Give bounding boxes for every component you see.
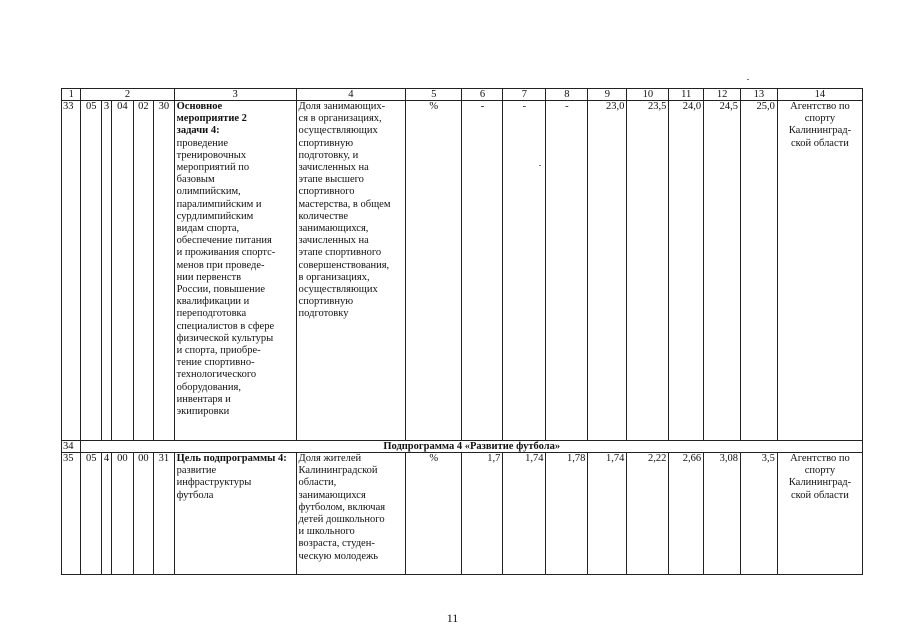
scan-speck	[539, 165, 541, 166]
row-number: 33	[62, 101, 81, 441]
unit-cell: %	[406, 453, 462, 575]
value-cell: 1,74	[588, 453, 627, 575]
header-col-11: 11	[669, 89, 704, 101]
row-number: 34	[62, 441, 81, 453]
goal-description: развитие инфраструктуры футбола	[176, 465, 252, 501]
value-cell: 1,78	[546, 453, 588, 575]
indicator-cell: Доля занимающих- ся в организациях, осуществляющих спортивную подготовку, и зачисленных на этапе высшего спортивного мастерства, в общем количестве занимающихся, зачисленных на этапе спортивного совершенствования, в организациях, осуществляющих спортивную подготовку	[296, 101, 406, 441]
header-col-2: 2	[81, 89, 174, 101]
responsible-cell: Агентство по спорту Калининград- ской области	[777, 101, 862, 441]
indicator-cell: Доля жителей Калининградской области, занимающихся футболом, включая детей дошкольного и школьного возраста, студен- ческую молодежь	[296, 453, 406, 575]
row-number: 35	[62, 453, 81, 575]
value-cell: 1,7	[462, 453, 503, 575]
value-cell: 23,0	[588, 101, 627, 441]
header-col-13: 13	[741, 89, 778, 101]
value-cell: 24,5	[704, 101, 741, 441]
value-cell: 3,5	[741, 453, 778, 575]
scan-speck	[747, 79, 749, 80]
value-cell: 1,74	[503, 453, 546, 575]
code-cell: 04	[112, 101, 134, 441]
header-col-10: 10	[627, 89, 669, 101]
value-cell: 25,0	[741, 101, 778, 441]
header-col-6: 6	[462, 89, 503, 101]
table-row-35	[62, 453, 863, 575]
header-col-9: 9	[588, 89, 627, 101]
code-cell: 30	[154, 101, 174, 441]
header-col-4: 4	[296, 89, 406, 101]
header-col-14: 14	[777, 89, 862, 101]
code-cell: 05	[81, 453, 101, 575]
value-cell: 23,5	[627, 101, 669, 441]
value-cell: -	[546, 101, 588, 441]
header-col-1: 1	[62, 89, 81, 101]
code-cell: 3	[101, 101, 111, 441]
value-cell: 2,22	[627, 453, 669, 575]
code-cell: 00	[133, 453, 153, 575]
value-cell: -	[503, 101, 546, 441]
code-cell: 02	[133, 101, 153, 441]
header-row	[62, 89, 863, 101]
header-col-12: 12	[704, 89, 741, 101]
header-col-5: 5	[406, 89, 462, 101]
header-col-8: 8	[546, 89, 588, 101]
indicators-table	[61, 88, 863, 575]
measure-cell	[174, 101, 296, 441]
measure-title: Основное мероприятие 2 задачи 4:	[176, 101, 247, 137]
header-col-3: 3	[174, 89, 296, 101]
unit-cell: %	[406, 101, 462, 441]
goal-title: Цель подпрограммы 4:	[176, 453, 287, 464]
code-cell: 05	[81, 101, 101, 441]
value-cell: -	[462, 101, 503, 441]
value-cell: 3,08	[704, 453, 741, 575]
header-col-7: 7	[503, 89, 546, 101]
code-cell: 31	[154, 453, 174, 575]
goal-cell	[174, 453, 296, 575]
value-cell: 2,66	[669, 453, 704, 575]
responsible-cell: Агентство по спорту Калининград- ской области	[777, 453, 862, 575]
table-row-33	[62, 101, 863, 441]
subprogram-title: Подпрограмма 4 «Развитие футбола»	[81, 441, 863, 453]
measure-description: проведение тренировочных мероприятий по базовым олимпийским, паралимпийским и сурдлимпийским видам спорта, обеспечение питания и проживания спортс- менов при проведе- нии первенств России, повышение квалификации и переподготовка специалистов в сфере физической культуры и спорта, приобре- тение спортивно- технологического оборудования, инвентаря и экипировки	[176, 137, 276, 418]
code-cell: 00	[112, 453, 134, 575]
page-number: 11	[446, 611, 459, 625]
value-cell: 24,0	[669, 101, 704, 441]
code-cell: 4	[101, 453, 111, 575]
table-row-34	[62, 441, 863, 453]
